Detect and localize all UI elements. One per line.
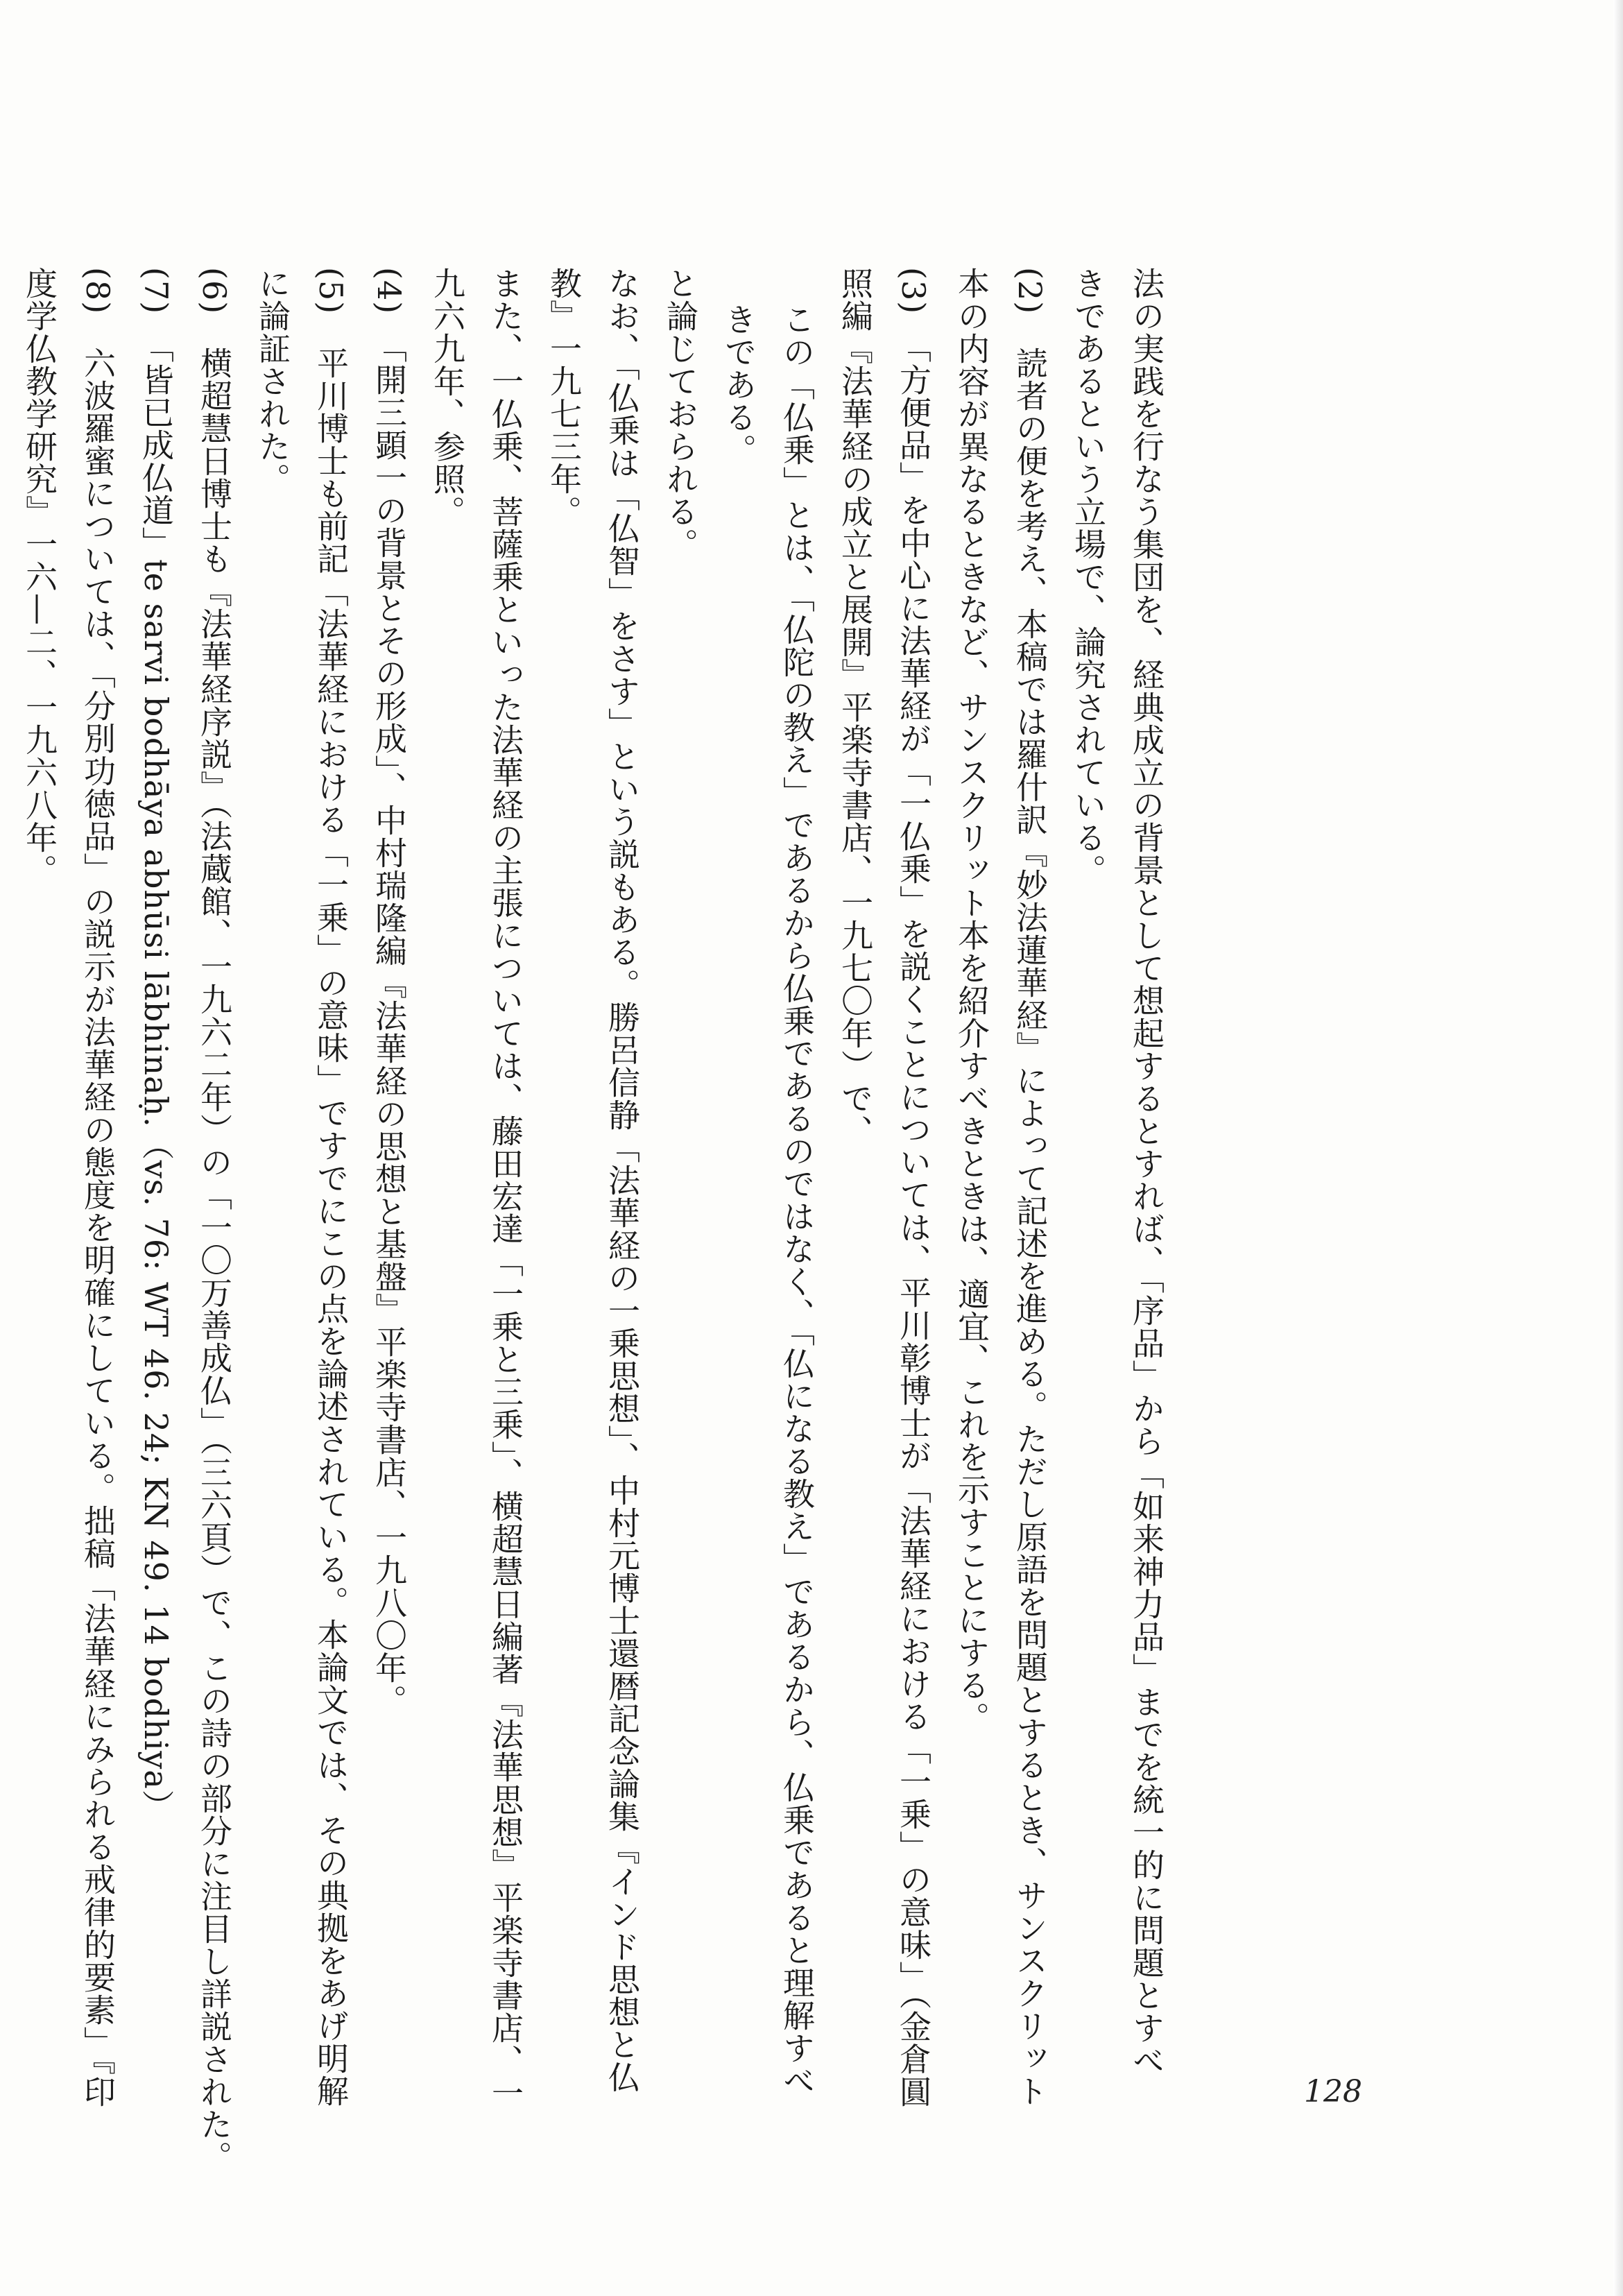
note-1-continued xyxy=(1059,267,1176,2077)
note-5 xyxy=(243,267,360,2108)
note-8 xyxy=(10,267,127,2109)
note-line xyxy=(69,267,127,2109)
note-line xyxy=(302,267,360,2108)
note-3 xyxy=(418,267,943,2109)
note-text: 「皆已成仏道」te sarvi bodhāya abhūsi lābhinaḥ.（vs. 76: WT 46. 24; KN 49. 14 bodhiya） xyxy=(137,347,175,1822)
note-text: 横超慧日博士も『法華経序説』（法蔵館、一九六二年）の「一〇万善成仏」（三六頁）で、この詩の部分に注目し詳説された。 xyxy=(196,347,233,2174)
note-marker: (7) xyxy=(137,267,175,315)
note-line xyxy=(1001,267,1059,2108)
note-marker: (5) xyxy=(312,267,350,315)
note-line: 照編『法華経の成立と展開』平楽寺書店、一九七〇年）で、 xyxy=(836,267,874,1147)
note-line: 教』一九七三年。 xyxy=(545,267,583,528)
note-7 xyxy=(127,267,185,2015)
note-marker: (2) xyxy=(1011,267,1049,315)
note-line xyxy=(0,267,10,2015)
note-line: なお、「仏乗は「仏智」をさす」という説もある。勝呂信静「法華経の一乗思想」、中村元博士還暦記念論集『インド思想と仏 xyxy=(603,267,641,2093)
note-2 xyxy=(943,267,1059,2108)
note-line: きであるという立場で、論究されている。 xyxy=(1070,267,1107,886)
note-4 xyxy=(360,267,418,2015)
endnotes-block xyxy=(0,267,1176,2174)
note-line: 本の内容が異なるときなど、サンスクリット本を紹介すべきときは、適宜、これを示すことにする。 xyxy=(953,267,990,1734)
note-line xyxy=(884,267,943,2109)
note-6 xyxy=(185,267,243,2174)
note-text: 読者の便を考え、本稿では羅什訳『妙法蓮華経』によって記述を進める。ただし原語を問題とするとき、サンスクリット xyxy=(1011,347,1049,2108)
note-text: 「開三顕一の背景とその形成」、中村瑞隆編『法華経の思想と基盤』平楽寺書店、一九八〇年。 xyxy=(370,347,408,1717)
note-marker: (6) xyxy=(196,267,233,315)
note-line xyxy=(185,267,243,2174)
note-text: 平川博士も前記「法華経における「一乗」の意味」ですでにこの点を論述されている。本論文では、その典拠をあげ明解 xyxy=(312,347,350,2108)
note-line xyxy=(360,267,418,2015)
note-line xyxy=(127,267,185,2015)
quote-line: きである。 xyxy=(720,303,757,466)
quote-line: この「仏乗」とは、「仏陀の教え」であるから仏乗であるのではなく、「仏になる教え」であるから、仏乗であると理解すべ xyxy=(778,303,816,2097)
page-number: 128 xyxy=(1304,2074,1362,2109)
note-line: また、一仏乗、菩薩乗といった法華経の主張については、藤田宏達「一乗と三乗」、横超慧日編著『法華思想』平楽寺書店、一 xyxy=(487,267,524,2109)
note-line: 九六九年、参照。 xyxy=(429,267,466,528)
note-text: 六波羅蜜については、「分別功徳品」の説示が法華経の態度を明確にしている。拙稿「法華経にみられる戒律的要素」『印 xyxy=(79,347,117,2109)
note-9 xyxy=(0,267,10,2015)
note-marker: (4) xyxy=(370,267,408,315)
note-line: 度学仏教学研究』一六—二、一九六八年。 xyxy=(21,267,58,886)
note-line: と論じておられる。 xyxy=(662,267,699,560)
scan-edge-shadow xyxy=(1613,0,1623,2296)
note-line: に論証された。 xyxy=(254,267,291,495)
note-marker: (3) xyxy=(895,267,932,315)
note-line: 法の実践を行なう集団を、経典成立の背景として想起するとすれば、「序品」から「如来神力品」までを統一的に問題とすべ xyxy=(1128,267,1165,2077)
note-marker: (8) xyxy=(79,267,117,315)
note-text: 「方便品」を中心に法華経が「一仏乗」を説くことについては、平川彰博士が「法華経における「一乗」の意味」（金倉圓 xyxy=(895,347,932,2109)
